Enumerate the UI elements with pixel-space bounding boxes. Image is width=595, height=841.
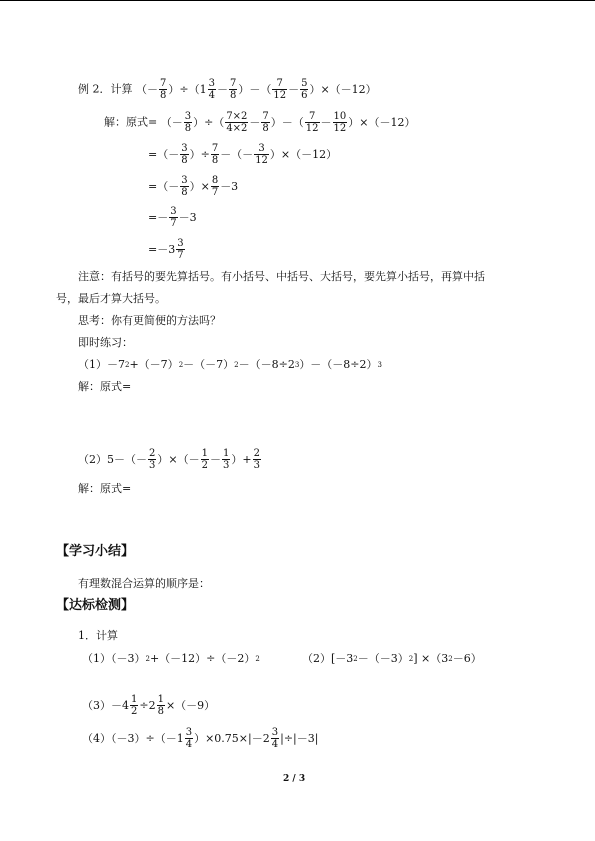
fraction xyxy=(225,111,248,134)
mixed-number xyxy=(200,78,217,101)
practice-solution-1: 解：原式= xyxy=(78,380,132,393)
whole-part: 1 xyxy=(176,731,184,745)
denominator: 3 xyxy=(222,460,230,471)
test-problem-4 xyxy=(82,727,318,750)
fraction xyxy=(157,694,165,717)
test-item-title: 1．计算 xyxy=(78,629,118,642)
fraction xyxy=(271,727,279,750)
solution-step-1 xyxy=(104,111,415,134)
numerator: 2 xyxy=(253,448,260,459)
numerator: 8 xyxy=(211,175,219,186)
mixed-number xyxy=(263,727,280,750)
numerator: 3 xyxy=(170,206,177,217)
math-text: －（－3） xyxy=(357,652,409,665)
math-text: =（－ xyxy=(148,147,180,161)
denominator: 2 xyxy=(201,460,208,471)
math-text: ）÷ xyxy=(189,147,210,161)
math-text: －6） xyxy=(452,652,482,665)
denominator: 8 xyxy=(262,123,269,134)
math-text: ）－（ xyxy=(270,115,304,129)
math-text: － xyxy=(147,82,158,96)
example-2-problem xyxy=(78,78,377,101)
denominator: 4 xyxy=(208,90,215,101)
practice-question-1 xyxy=(78,358,382,372)
example-problem-expression xyxy=(136,78,377,101)
practice-q2-expression xyxy=(78,448,262,471)
mixed-number xyxy=(168,238,185,261)
numerator: 3 xyxy=(208,78,215,89)
denominator: 8 xyxy=(181,155,188,166)
math-text: －3 xyxy=(220,179,239,193)
step-4-expression xyxy=(148,206,197,229)
denominator: 12 xyxy=(305,123,319,134)
numerator: 7 xyxy=(229,78,237,89)
math-text: ）×（－12） xyxy=(348,115,416,129)
whole-part: 1 xyxy=(199,82,207,96)
test-problem-1 xyxy=(82,652,260,666)
math-text: ）－（ xyxy=(238,82,272,96)
math-text: （－ xyxy=(160,115,183,129)
denominator: 12 xyxy=(255,155,268,166)
whole-part: 3 xyxy=(168,242,176,256)
math-text: ）×（－12） xyxy=(309,82,377,96)
math-text: （3）－ xyxy=(82,698,122,712)
denominator: 6 xyxy=(301,90,308,101)
step-3-expression xyxy=(148,175,238,198)
practice-title: 即时练习： xyxy=(78,336,133,349)
math-text: － xyxy=(209,452,221,466)
math-text: － xyxy=(216,82,228,96)
solution-label: 解：原式= xyxy=(104,115,158,129)
fraction xyxy=(180,175,188,198)
test-problem-3 xyxy=(82,694,215,717)
numerator: 3 xyxy=(177,238,184,249)
math-text: ）×0.75×|－ xyxy=(194,731,263,745)
fraction xyxy=(254,143,269,166)
math-text: ×（－9） xyxy=(165,698,216,712)
test-problem-2 xyxy=(302,652,482,666)
denominator: 8 xyxy=(229,90,237,101)
test-heading: 【达标检测】 xyxy=(56,598,135,613)
fraction xyxy=(148,448,156,471)
fraction xyxy=(208,78,216,101)
numerator: 3 xyxy=(181,175,188,186)
math-text: =－ xyxy=(148,210,169,224)
mixed-number xyxy=(177,727,194,750)
whole-part: 2 xyxy=(148,698,156,712)
numerator: 3 xyxy=(185,727,193,738)
whole-part: 2 xyxy=(262,731,270,745)
numerator: 7 xyxy=(308,111,316,122)
denominator: 8 xyxy=(211,155,219,166)
numerator: 7×2 xyxy=(226,111,248,122)
note-line-2: 号，最后才算大括号。 xyxy=(56,292,166,305)
fraction xyxy=(176,238,184,261)
fraction xyxy=(305,111,320,134)
fraction xyxy=(185,727,193,750)
step-5-expression xyxy=(148,238,186,261)
example-label: 例 2．计算 xyxy=(78,82,133,96)
denominator: 12 xyxy=(333,123,347,134)
solution-step-4 xyxy=(148,206,197,229)
fraction xyxy=(180,143,188,166)
math-text: （ xyxy=(136,82,147,96)
fraction xyxy=(333,111,348,134)
numerator: 1 xyxy=(201,448,208,459)
fraction xyxy=(211,143,219,166)
numerator: 7 xyxy=(276,78,283,89)
math-text: ）÷（ xyxy=(193,115,225,129)
math-text: ）－（－8÷2） xyxy=(299,358,378,371)
math-text: ）×（－12） xyxy=(269,147,338,161)
summary-heading: 【学习小结】 xyxy=(56,544,135,559)
fraction xyxy=(159,78,167,101)
fraction xyxy=(272,78,287,101)
numerator: 3 xyxy=(184,111,192,122)
denominator: 8 xyxy=(160,90,167,101)
denominator: 3 xyxy=(149,460,156,471)
fraction xyxy=(184,111,192,134)
denominator: 2 xyxy=(131,706,138,717)
fraction xyxy=(300,78,308,101)
math-text: （4）（－3）÷（－ xyxy=(82,731,177,745)
top-border-line xyxy=(0,0,595,1)
math-text: －（－7） xyxy=(183,358,235,371)
numerator: 1 xyxy=(131,694,138,705)
fraction xyxy=(229,78,237,101)
math-text: ] ×（3 xyxy=(413,652,449,665)
denominator: 7 xyxy=(170,218,177,229)
numerator: 7 xyxy=(160,78,167,89)
numerator: 1 xyxy=(222,448,230,459)
numerator: 7 xyxy=(262,111,269,122)
think-question: 思考：你有更简便的方法吗？ xyxy=(78,314,221,327)
page-number: 2 / 3 xyxy=(283,774,306,784)
practice-q1-expression: （1）－7 2 +（－7） 2 －（－7） 2 －（－8÷2 3 ）－（－8÷2） 3 xyxy=(78,358,382,371)
denominator: 7 xyxy=(177,250,184,261)
math-text: －3 xyxy=(178,210,197,224)
solution-step-5 xyxy=(148,238,186,261)
math-text: － xyxy=(249,115,261,129)
step-2-expression xyxy=(148,143,337,166)
fraction xyxy=(211,175,219,198)
denominator: 8 xyxy=(184,123,192,134)
math-text: +（－7） xyxy=(129,358,179,371)
denominator: 7 xyxy=(211,187,219,198)
fraction xyxy=(261,111,269,134)
solution-step-3 xyxy=(148,175,238,198)
summary-text: 有理数混合运算的顺序是： xyxy=(78,577,210,590)
math-text: =－ xyxy=(148,242,169,256)
math-text: －（－8÷2 xyxy=(238,358,295,371)
fraction xyxy=(201,448,209,471)
denominator: 3 xyxy=(253,460,260,471)
math-text: ÷ xyxy=(139,698,149,712)
numerator: 3 xyxy=(271,727,279,738)
math-text: +（－12）÷（－2） xyxy=(149,652,256,665)
math-text: （1）（－3） xyxy=(82,652,146,665)
test-p1-expression: （1）（－3） 2 +（－12）÷（－2） 2 xyxy=(82,652,260,665)
math-text: ）× xyxy=(189,179,210,193)
numerator: 3 xyxy=(181,143,188,154)
whole-part: 4 xyxy=(122,698,129,712)
numerator: 1 xyxy=(157,694,164,705)
denominator: 12 xyxy=(273,90,287,101)
math-text: ）+ xyxy=(231,452,252,466)
math-text: － xyxy=(288,82,300,96)
test-p2-expression: （2）[－3 2 －（－3） 2 ] ×（3 2 －6） xyxy=(302,652,482,665)
numerator: 2 xyxy=(149,448,156,459)
math-text: |÷|－3| xyxy=(280,731,319,745)
mixed-number xyxy=(149,694,166,717)
numerator: 3 xyxy=(258,143,265,154)
numerator: 5 xyxy=(301,78,308,89)
fraction xyxy=(130,694,138,717)
denominator: 4 xyxy=(185,739,193,750)
math-text: ）÷（ xyxy=(168,82,200,96)
mixed-number xyxy=(122,694,139,717)
denominator: 4 xyxy=(271,739,279,750)
test-p3-expression xyxy=(82,694,215,717)
practice-question-2 xyxy=(78,448,262,471)
numerator: 10 xyxy=(333,111,347,122)
math-text: （1）－7 xyxy=(78,358,125,371)
math-text: =（－ xyxy=(148,179,180,193)
math-text: （2）5－（－ xyxy=(78,452,147,466)
fraction xyxy=(222,448,230,471)
denominator: 8 xyxy=(181,187,188,198)
denominator: 4×2 xyxy=(226,123,248,134)
fraction xyxy=(169,206,177,229)
practice-solution-2: 解：原式= xyxy=(78,482,132,495)
denominator: 8 xyxy=(157,706,164,717)
math-text: （2）[－3 xyxy=(302,652,354,665)
math-text: －（－ xyxy=(220,147,254,161)
solution-step-2 xyxy=(148,143,337,166)
math-text: － xyxy=(320,115,332,129)
note-line-1: 注意：有括号的要先算括号。有小括号、中括号、大括号，要先算小括号，再算中括 xyxy=(78,270,485,283)
fraction xyxy=(253,448,261,471)
numerator: 7 xyxy=(211,143,219,154)
step-1-expression xyxy=(161,111,416,134)
math-text: ）×（－ xyxy=(157,452,200,466)
test-p4-expression xyxy=(82,727,318,750)
